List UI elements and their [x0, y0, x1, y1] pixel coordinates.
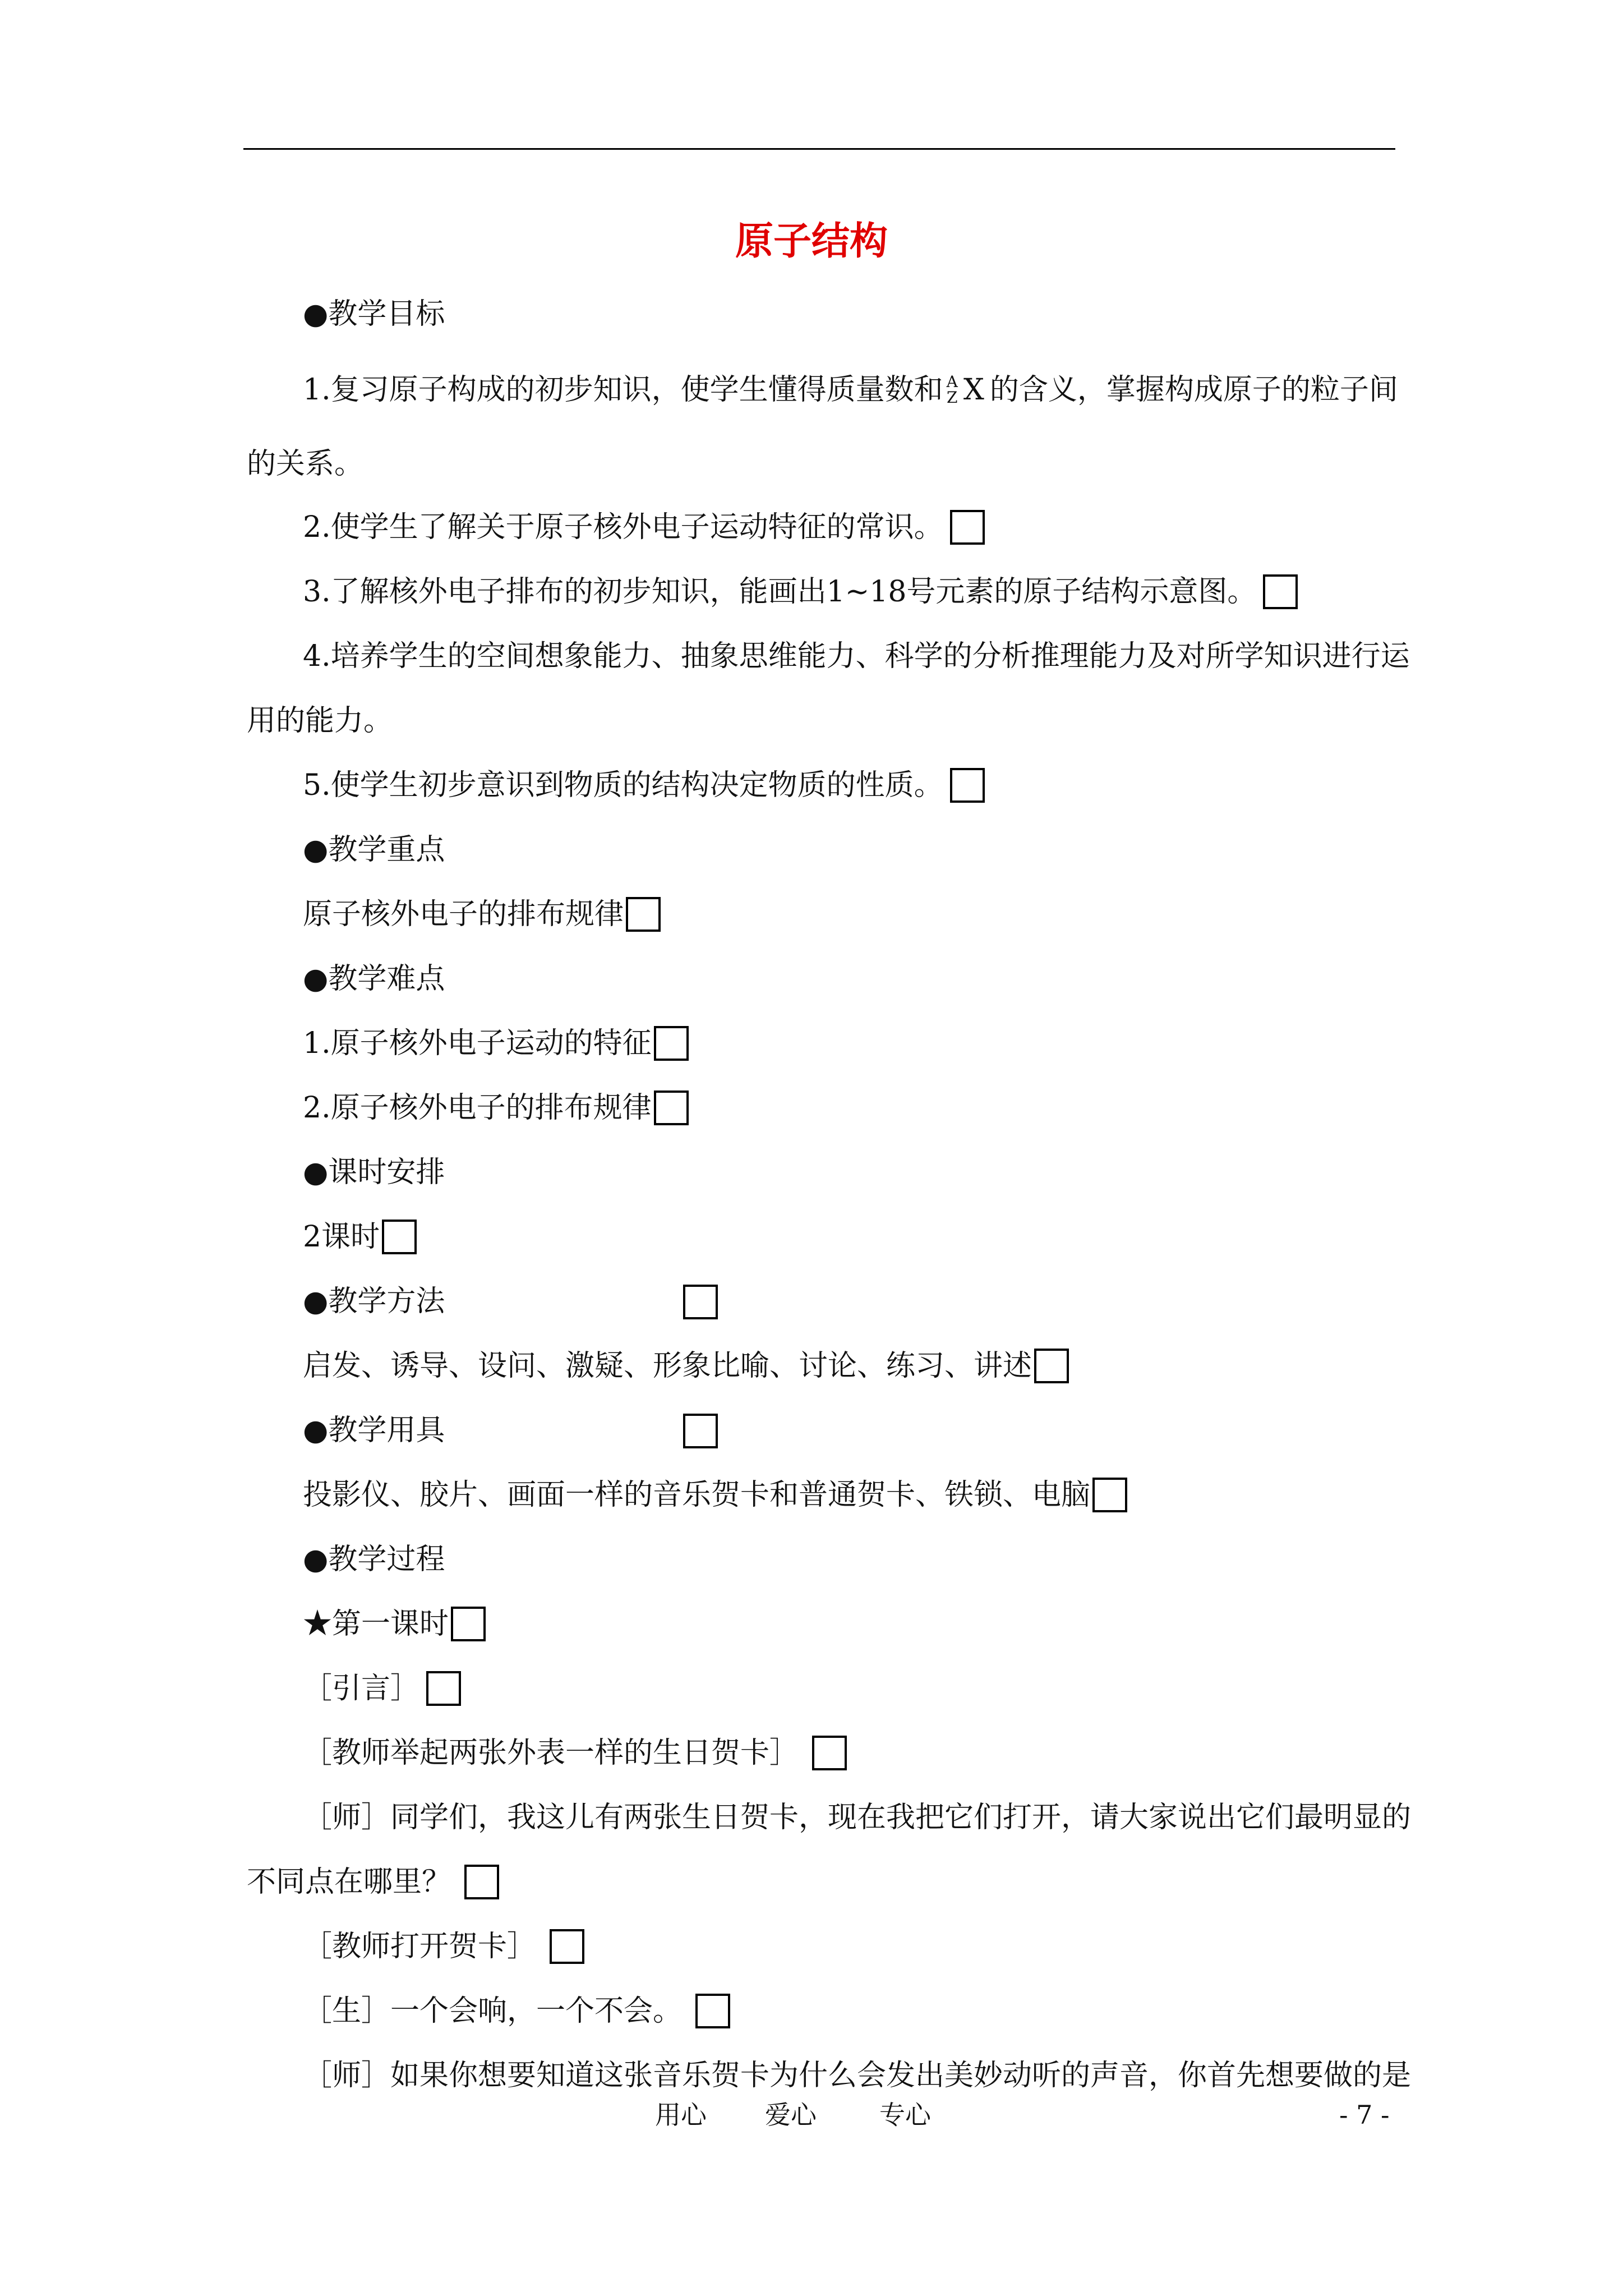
- placeholder-box: [464, 1865, 499, 1899]
- placeholder-box: [654, 1026, 689, 1061]
- placeholder-box: [654, 1091, 689, 1125]
- header-rule: [243, 148, 1395, 150]
- placeholder-box: [683, 1285, 718, 1319]
- placeholder-box: [382, 1220, 417, 1254]
- placeholder-box: [1034, 1349, 1069, 1383]
- paragraph-2-line-1: ［师］同学们，我这儿有两张生日贺卡，现在我把它们打开，请大家说出它们最明显的: [303, 1801, 1412, 1834]
- difficulty-2: 2.原子核外电子的排布规律: [303, 1085, 689, 1130]
- nuclide-symbol: A Z: [946, 372, 958, 407]
- schedule: 2课时: [303, 1214, 417, 1259]
- goal-1-line-1: 1.复习原子构成的初步知识，使学生懂得质量数和 A Z X 的含义，掌握构成原子的粒子间: [303, 372, 1398, 407]
- footer-motto-2: 爱心: [765, 2100, 817, 2130]
- placeholder-box: [695, 1994, 730, 2028]
- placeholder-box: [451, 1607, 486, 1641]
- key-point: 原子核外电子的排布规律: [303, 892, 661, 937]
- difficulty-1: 1.原子核外电子运动的特征: [303, 1021, 689, 1066]
- tools-heading: ●教学用具: [303, 1414, 445, 1447]
- tools: 投影仪、胶片、画面一样的音乐贺卡和普通贺卡、铁锁、电脑: [303, 1473, 1127, 1517]
- paragraph-5: ［师］如果你想要知道这张音乐贺卡为什么会发出美妙动听的声音，你首先想要做的是: [303, 2059, 1412, 2092]
- placeholder-box: [1263, 574, 1298, 609]
- key-heading: ●教学重点: [303, 833, 445, 867]
- goals-heading: ●教学目标: [303, 297, 445, 331]
- placeholder-box: [683, 1414, 718, 1448]
- intro: ［引言］: [303, 1666, 461, 1711]
- placeholder-box: [812, 1736, 847, 1770]
- paragraph-4: ［生］一个会响，一个不会。: [303, 1989, 730, 2033]
- goal-5: 5.使学生初步意识到物质的结构决定物质的性质。: [303, 763, 985, 808]
- placeholder-box: [426, 1671, 461, 1706]
- goal-3: 3.了解核外电子排布的初步知识，能画出1~18号元素的原子结构示意图。: [303, 569, 1298, 614]
- placeholder-box: [626, 897, 661, 932]
- paragraph-3: ［教师打开贺卡］: [303, 1924, 584, 1969]
- goal-1-line-2: 的关系。: [247, 447, 364, 481]
- methods: 启发、诱导、设问、激疑、形象比喻、讨论、练习、讲述: [303, 1343, 1069, 1388]
- paragraph-2-line-2: 不同点在哪里？: [247, 1860, 499, 1904]
- method-heading: ●教学方法: [303, 1285, 445, 1318]
- goal-4-line-2: 用的能力。: [247, 704, 393, 738]
- lesson-1: ★第一课时: [303, 1602, 486, 1646]
- placeholder-box: [950, 510, 985, 545]
- goal-2: 2.使学生了解关于原子核外电子运动特征的常识。: [303, 505, 985, 550]
- page-title: 原子结构: [735, 219, 888, 264]
- footer-motto-3: 专心: [879, 2100, 931, 2130]
- footer-motto-1: 用心: [655, 2100, 707, 2130]
- goal-4-line-1: 4.培养学生的空间想象能力、抽象思维能力、科学的分析推理能力及对所学知识进行运: [303, 639, 1410, 673]
- placeholder-box: [950, 768, 985, 803]
- placeholder-box: [1092, 1478, 1127, 1512]
- schedule-heading: ●课时安排: [303, 1156, 445, 1189]
- difficulty-heading: ●教学难点: [303, 962, 445, 996]
- process-heading: ●教学过程: [303, 1543, 445, 1576]
- page-number: - 7 -: [1339, 2100, 1390, 2130]
- placeholder-box: [550, 1929, 584, 1964]
- paragraph-1: ［教师举起两张外表一样的生日贺卡］: [303, 1731, 847, 1775]
